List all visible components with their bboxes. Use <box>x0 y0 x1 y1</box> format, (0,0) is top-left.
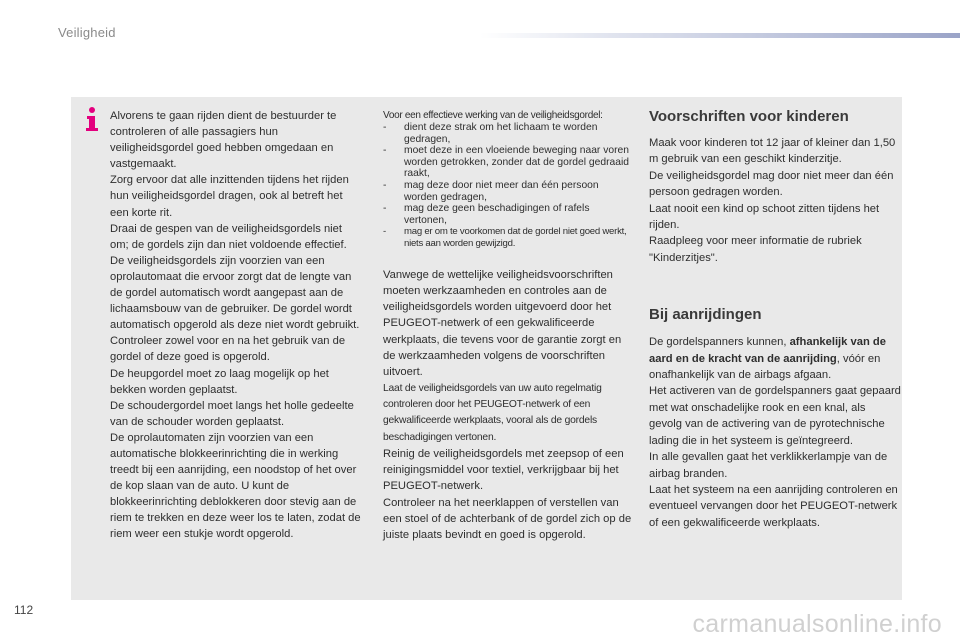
dash-bullet: - <box>383 226 386 238</box>
dash-bullet: - <box>383 122 387 133</box>
section-title: Veiligheid <box>58 25 116 40</box>
conditions-paragraph: Laat de veiligheidsgordels van uw auto regelmatig controleren door het PEUGEOT-netwerk of een gekwalificeerde werkplaats, vooral als de gordels beschadigingen vertonen. <box>383 382 602 443</box>
collisions-intro-text: De gordelspanners kunnen, <box>649 336 790 349</box>
list-item <box>383 226 633 249</box>
info-paragraph: Zorg ervoor dat alle inzittenden tijdens het rijden hun veiligheidsgordel dragen, ook al betreft het een korte rit. <box>110 174 349 219</box>
conditions-paragraph: Reinig de veiligheidsgordels met zeepsop of een reinigingsmiddel voor textiel, verkrijgbaar bij het PEUGEOT-netwerk. <box>383 447 624 493</box>
conditions-column <box>383 110 633 544</box>
condition-text: mag deze geen beschadigingen of rafels vertonen, <box>404 203 590 226</box>
children-paragraph: Laat nooit een kind op schoot zitten tijdens het rijden. <box>649 202 880 232</box>
list-item <box>383 203 633 226</box>
condition-text: mag er om te voorkomen dat de gordel niet goed werkt, niets aan worden gewijzigd. <box>404 226 627 249</box>
header-gradient-bar <box>480 33 960 38</box>
info-column <box>110 108 362 543</box>
dash-bullet: - <box>383 145 387 157</box>
info-paragraph: De veiligheidsgordels zijn voorzien van een oprolautomaat die ervoor zorgt dat de lengte van de gordel automatisch wordt aangepast aan de lichaamsbouw van de gebruiker. De gordel wordt automatisch opgerold als deze niet wordt gebruikt. <box>110 254 360 332</box>
list-item <box>383 122 633 145</box>
collisions-intro <box>649 334 901 383</box>
watermark: carmanualsonline.info <box>692 610 942 638</box>
dash-bullet: - <box>383 203 387 215</box>
info-paragraph: Draai de gespen van de veiligheidsgordels niet om; de gordels zijn dan niet voldoende effectief. <box>110 222 347 251</box>
list-item <box>383 145 633 180</box>
children-paragraph: Raadpleeg voor meer informatie de rubriek "Kinderzitjes". <box>649 235 862 264</box>
condition-text: dient deze strak om het lichaam te worden gedragen, <box>404 122 598 145</box>
collisions-intro-text: , vóór en onafhankelijk van de airbags afgaan. <box>649 352 881 382</box>
conditions-paragraph: Controleer na het neerklappen of verstellen van een stoel of de achterbank of de gordel zich op de juiste plaats bevindt en goed is opgerold. <box>383 496 632 542</box>
list-item <box>383 180 633 203</box>
children-heading: Voorschriften voor kinderen <box>649 108 849 125</box>
info-paragraph: De oprolautomaten zijn voorzien van een automatische blokkeerinrichting die in werking treedt bij een aanrijding, een noodstop of het over de kop slaan van de auto. U kunt de blokkeerinrichting deblokkeren door stevig aan de riem te trekken en deze weer los te laten, zodat de riem weer een stukje wordt opgerold. <box>110 431 361 541</box>
collisions-paragraph: In alle gevallen gaat het verklikkerlampje van de airbag branden. <box>649 451 888 480</box>
condition-text: moet deze in een vloeiende beweging naar voren worden getrokken, zonder dat de gordel gedraaid raakt, <box>404 145 629 180</box>
info-paragraph: De schoudergordel moet langs het holle gedeelte van de schouder worden geplaatst. <box>110 399 354 428</box>
info-paragraph: Alvorens te gaan rijden dient de bestuurder te controleren of alle passagiers hun veiligheidsgordel goed hebben omgedaan en vastgemaakt. <box>110 110 337 171</box>
page-number: 112 <box>14 603 34 617</box>
right-column <box>649 108 901 531</box>
conditions-paragraph: Vanwege de wettelijke veiligheidsvoorschriften moeten werkzaamheden en controles aan de veiligheidsgordels worden uitgevoerd door het PEUGEOT-netwerk of een gekwalificeerde werkplaats, die tevens voor de garantie zorgt en de werkzaamheden volgens de voorschriften uitvoert. <box>383 268 622 379</box>
info-paragraph: De heupgordel moet zo laag mogelijk op het bekken worden geplaatst. <box>110 367 329 396</box>
collisions-paragraph: Laat het systeem na een aanrijding controleren en eventueel vervangen door het PEUGEOT-netwerk of een gekwalificeerde werkplaats. <box>649 483 898 529</box>
info-icon <box>83 106 101 132</box>
conditions-list <box>383 122 633 250</box>
conditions-title: Voor een effectieve werking van de veiligheidsgordel: <box>383 110 603 121</box>
dash-bullet: - <box>383 179 387 191</box>
children-paragraph: De veiligheidsgordel mag door niet meer dan één persoon gedragen worden. <box>649 169 894 199</box>
collisions-heading: Bij aanrijdingen <box>649 306 762 324</box>
collisions-intro-bold: afhankelijk van de aard en de kracht van de aanrijding <box>649 336 886 365</box>
collisions-paragraph: Het activeren van de gordelspanners gaat gepaard met wat onschadelijke rook en een knal, als gevolg van de activering van de pyrotechnische lading die in het systeem is geïntegreerd. <box>649 385 901 447</box>
info-paragraph: Controleer zowel voor en na het gebruik van de gordel of deze goed is opgerold. <box>110 335 346 364</box>
children-paragraph: Maak voor kinderen tot 12 jaar of kleiner dan 1,50 m gebruik van een geschikt kinderzitje. <box>649 137 896 166</box>
condition-text: mag deze door niet meer dan één persoon worden gedragen, <box>404 179 599 203</box>
